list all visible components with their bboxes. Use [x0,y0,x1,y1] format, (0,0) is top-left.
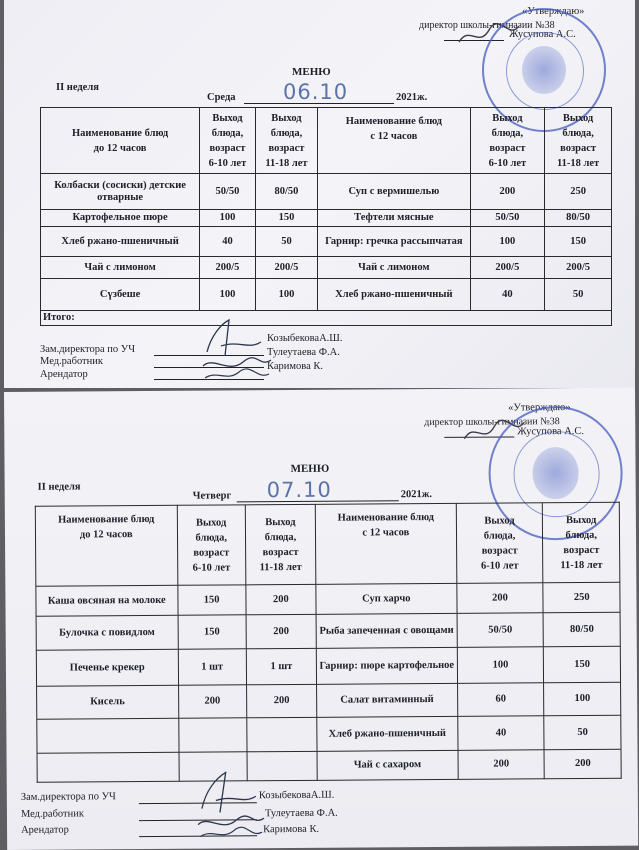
header-line: Выход [484,514,515,527]
header-line: Выход [271,112,302,124]
menu-title: МЕНЮ [290,462,330,476]
value-cell: 150 [178,615,246,649]
header-line: Наименование блюд [71,127,169,139]
date-handwritten: 07.10 [266,477,332,503]
header-line: блюда, [565,529,598,541]
table-row [36,582,620,616]
handwritten-signatures [192,770,273,845]
table-row [37,682,621,719]
value-cell: 200/5 [470,257,545,279]
handwritten-signatures [199,316,279,384]
value-cell: 200 [457,583,544,614]
approve-label: «Утверждаю» [508,402,571,414]
value-cell: 250 [545,174,612,210]
year-label: 2021ж. [396,92,428,103]
dish-cell: Хлеб ржано-пшеничный [318,279,470,311]
value-cell: 100 [200,210,256,227]
header-dish-before-12 [41,108,200,174]
signer-role: Зам.директора по УЧ [40,344,136,355]
table-row [37,715,621,753]
dish-cell [37,718,179,753]
header-line: с 12 часов [370,131,418,142]
signer-name: Тулеутаева Ф.А. [267,347,340,358]
dish-cell: Хлеб ржано-пшеничный [317,716,458,751]
year-label: 2021ж. [400,489,433,501]
date-handwritten: 06.10 [283,80,349,104]
week-label: II неделя [56,82,99,93]
header-dish-after-12 [318,108,470,174]
table-row [36,646,620,686]
value-cell: 200 [246,614,317,648]
signer-name: Каримова К. [263,823,320,836]
dish-cell [37,752,179,782]
header-line: 11-18 лет [259,561,302,573]
header-line: блюда, [264,531,297,543]
value-cell: 80/50 [545,210,612,227]
header-line: Выход [565,514,597,526]
header-line: блюда, [211,127,244,139]
value-cell: 200/5 [545,257,612,279]
table-row [41,174,612,210]
header-line: Наименование блюд [345,116,442,127]
signer-name: Каримова К. [267,361,324,372]
value-cell: 50 [544,715,621,750]
dish-cell: Чай с сахаром [317,750,458,780]
header-output-6-10 [200,108,256,174]
header-line: до 12 часов [79,529,133,541]
signer-name: КозыбековаА.Ш. [267,333,343,344]
header-output-11-18-right [545,108,612,174]
total-row [41,311,612,326]
dish-cell: Салат витаминный [317,683,458,717]
header-line: блюда, [483,529,516,542]
header-line: 6-10 лет [488,157,527,169]
dish-cell: Печенье крекер [36,649,178,686]
dish-cell: Чай с лимоном [41,257,200,279]
value-cell: 150 [177,585,245,615]
value-cell: 80/50 [255,174,317,210]
dish-cell: Рыба запеченная с овощами [316,613,457,648]
value-cell [247,717,318,751]
header-line: 6-10 лет [480,559,519,572]
approve-label: «Утверждаю» [522,6,585,17]
value-cell: 100 [544,682,621,716]
header-line: до 12 часов [93,142,147,154]
dish-cell: Кисель [37,685,179,719]
value-cell: 200 [458,750,545,780]
header-dish-after-12 [315,503,456,584]
value-cell: 100 [470,227,545,257]
value-cell: 80/50 [544,612,621,647]
header-line: возраст [193,546,230,559]
header-output-11-18 [245,504,316,584]
director-name: Жусупова А.С. [517,425,585,438]
value-cell: 50/50 [470,210,545,227]
menu-title: МЕНЮ [292,66,331,78]
dish-cell: Сүзбеше [41,279,200,311]
header-output-11-18-right [543,502,620,583]
header-line: 11-18 лет [265,157,308,169]
header-line: блюда, [195,531,228,544]
value-cell: 100 [457,647,544,684]
table-row [41,279,612,311]
value-cell: 40 [470,279,545,311]
value-cell: 200 [470,174,545,210]
director-title: директор школы-гимназии №38 [419,20,555,31]
dish-cell: Суп харчо [316,583,457,614]
value-cell: 1 шт [246,648,317,684]
table-row [41,210,612,227]
header-line: возраст [209,142,246,154]
header-output-11-18 [255,108,317,174]
signer-role: Мед.работник [40,356,103,367]
dish-cell: Каша овсяная на молоке [36,585,178,616]
table-row [37,749,621,782]
value-cell: 200 [178,685,246,718]
header-line: с 12 часов [362,527,410,539]
dish-cell: Суп с вермишелью [318,174,470,210]
value-cell: 100 [200,279,256,311]
value-cell: 250 [543,582,620,613]
header-line: возраст [268,142,305,154]
value-cell: 150 [255,210,317,227]
header-line: возраст [262,546,299,558]
table-row [36,612,620,650]
dish-cell: Картофельное пюре [41,210,200,227]
total-label: Итого: [41,311,612,326]
header-line: возраст [481,544,518,557]
header-line: блюда, [491,127,524,139]
value-cell: 100 [255,279,317,311]
header-line: возраст [489,142,526,154]
dish-cell: Хлеб ржано-пшеничный [41,227,200,257]
header-line: 11-18 лет [556,157,600,169]
header-line: блюда, [270,127,303,139]
value-cell: 200/5 [200,257,256,279]
dish-cell: Тефтели мясные [318,210,470,227]
header-line: Выход [492,112,523,124]
menu-sheet-thursday [4,388,638,850]
value-cell: 1 шт [178,649,246,685]
value-cell: 50 [255,227,317,257]
header-output-6-10 [177,505,246,585]
value-cell: 200 [246,684,317,717]
value-cell: 150 [545,227,612,257]
value-cell: 50/50 [200,174,256,210]
director-title: директор школы-гимназии №38 [424,416,560,429]
menu-table-thursday [35,502,622,783]
header-line: Выход [562,112,594,124]
header-line: Выход [265,516,296,528]
header-line: Наименование блюд [337,512,434,524]
header-dish-before-12 [35,505,177,586]
value-cell: 200 [544,749,621,779]
value-cell: 150 [544,646,621,683]
header-line: 11-18 лет [560,559,603,571]
table-row [41,227,612,257]
menu-table-wednesday [40,107,612,326]
signer-role: Мед.работник [20,808,84,820]
day-label: Четверг [192,490,232,502]
dish-cell: Гарнир: гречка рассыпчатая [318,227,470,257]
value-cell: 60 [457,683,544,717]
value-cell: 50 [545,279,612,311]
day-label: Среда [207,92,236,103]
menu-sheet-wednesday [4,0,635,388]
header-line: 6-10 лет [192,561,231,574]
header-output-6-10-right [470,108,545,174]
signer-name: Тулеутаева Ф.А. [264,807,338,820]
signer-name: КозыбековаА.Ш. [258,789,335,802]
value-cell [178,718,246,752]
value-cell: 200 [246,584,316,614]
dish-cell: Чай с лимоном [318,257,470,279]
signer-role: Арендатор [21,824,69,836]
dish-cell: Колбаски (сосиски) детские отварные [41,174,200,210]
week-label: II неделя [37,481,81,493]
signer-role: Арендатор [40,369,88,380]
value-cell: 50/50 [457,613,544,648]
dish-cell: Булочка с повидлом [36,615,178,650]
header-line: возраст [560,142,597,154]
header-output-6-10-right [456,503,543,584]
header-line: Наименование блюд [58,513,155,526]
value-cell: 40 [200,227,256,257]
dish-cell: Гарнир: пюре картофельное [316,647,457,684]
value-cell: 40 [457,716,544,751]
value-cell: 200/5 [255,257,317,279]
header-line: блюда, [562,127,594,139]
header-line: 6-10 лет [208,157,247,169]
header-line: Выход [195,516,227,529]
header-line: возраст [563,544,600,556]
signer-role: Зам.директора по УЧ [20,791,116,803]
director-name: Жусупова А.С. [509,29,576,40]
header-line: Выход [212,112,243,124]
table-row [41,257,612,279]
